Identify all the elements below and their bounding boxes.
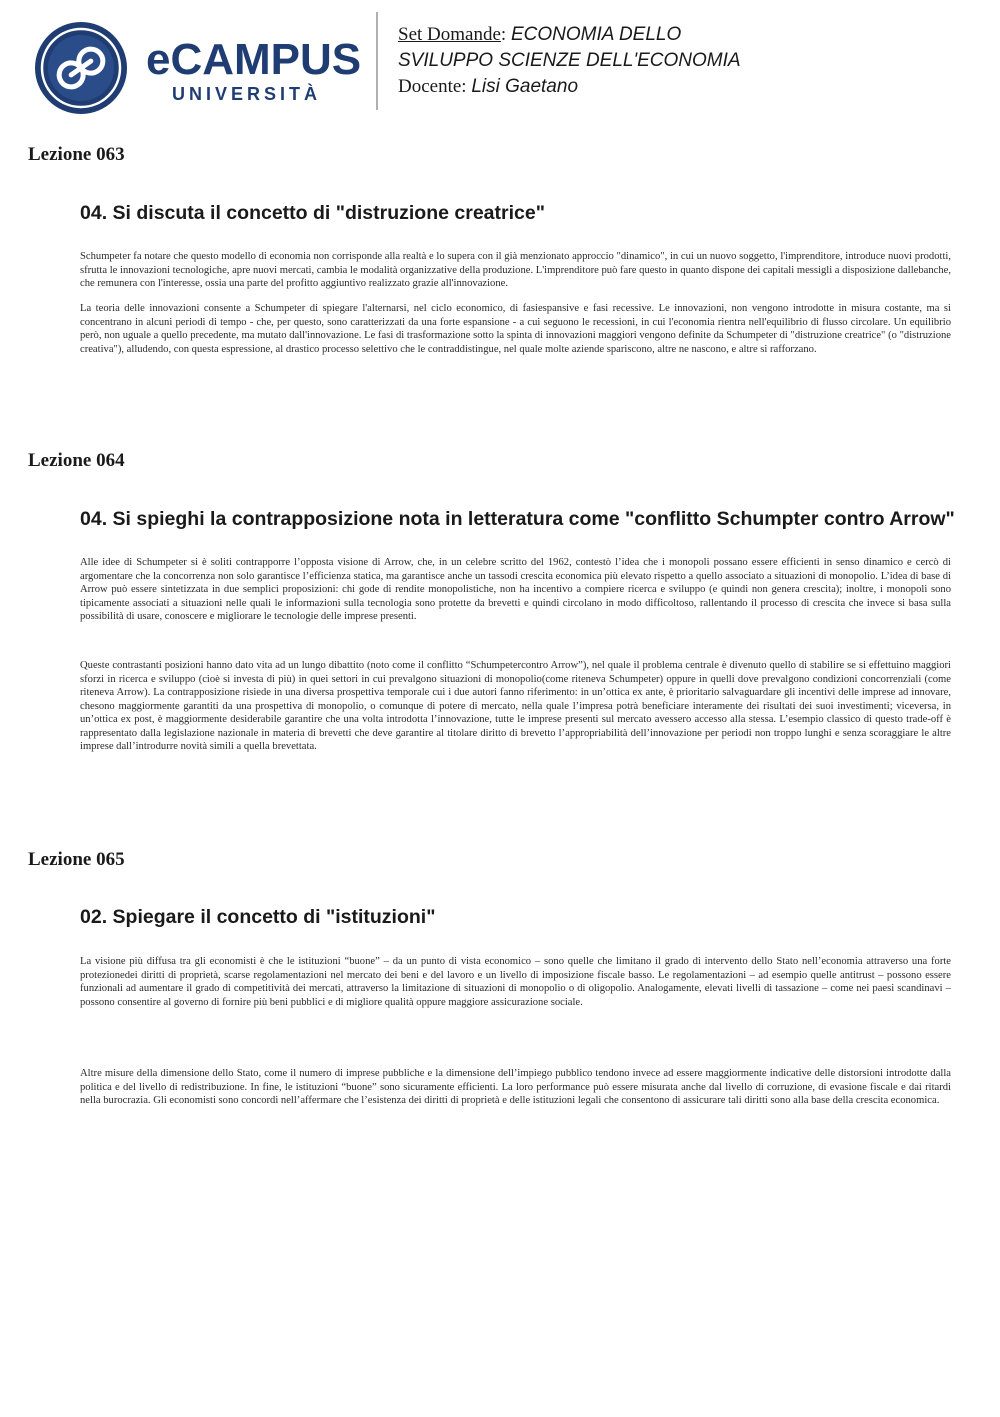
lesson-title: Lezione 064 [28, 450, 125, 471]
brand-logo [146, 35, 362, 105]
set-separator: : [500, 24, 511, 45]
question-title: 02. Spiegare il concetto di "istituzioni" [80, 906, 436, 928]
answer-paragraph: Altre misure della dimensione dello Stato, come il numero di imprese pubbliche e la dimensione dell’impiego pubblico tendono invece ad essere maggiormente indicative delle distorsioni introdotte dalla politica e del livello di redistribuzione. In fine, le istituzioni “buone” sono sicuramente efficienti. La loro performance può essere misurata anche dal livello di corruzione, di evasione fiscale e dai ritardi nella burocrazia. Gli economisti sono concordi nell’affermare che l’esistenza dei diritti di proprietà e delle istituzioni legali che consentono di assicurare tali diritti sono alla base della crescita economica. [80, 1068, 951, 1106]
docente-label: Docente: [398, 76, 472, 97]
course-title-1: ECONOMIA DELLO [510, 24, 682, 45]
question-title: 04. Si spieghi la contrapposizione nota in letteratura come "conflitto Schumpter contro Arrow" [80, 508, 955, 530]
answer-paragraph: Queste contrastanti posizioni hanno dato vita ad un lungo dibattito (noto come il conflitto “Schumpetercontro Arrow”), nel quale il problema centrale è divenuto quello di stabilire se si effettuino maggiori sforzi in ricerca e sviluppo (cioè si investa di più) in quei settori in cui prevalgono situazioni di monopolio(come riteneva Schumpeter) oppure in quelli dove prevalgono condizioni concorrenziali (come riteneva Arrow). La contrapposizione risiede in una diversa prospettiva temporale cui i due autori fanno riferimento: in un’ottica ex ante, è prioritario salvaguardare gli incentivi delle imprese ad innovare, chesono maggiormente garantiti da una prospettiva di monopolio, o comunque di potere di mercato, nella quale l’impresa potrà beneficiare interamente dei risultati dei suoi investimenti; viceversa, in un’ottica ex post, è maggiormente desiderabile garantire che una volta introdotta l’innovazione, tutte le imprese presenti sul mercato avessero accesso alla stessa. L’esempio classico di questo trade-off è rappresentato dalla legislazione nazionale in materia di brevetti che deve garantire al titolare diritto di brevetto l’appropriabilità dell’innovazione per periodi non troppo lunghi e senza scoraggiare le altre imprese dall’introdurre novità simili a quella brevettata. [80, 660, 951, 752]
header-divider [376, 12, 378, 110]
question-title: 04. Si discuta il concetto di "distruzione creatrice" [80, 202, 545, 224]
course-info [398, 22, 741, 100]
answer-paragraph: Schumpeter fa notare che questo modello di economia non corrisponde alla realtà e lo supera con il già menzionato approccio "dinamico", in cui un nuovo soggetto, l'imprenditore, introduce nuovi prodotti, sfrutta le innovazioni tecnologiche, apre nuovi mercati, cambia le modalità organizzative della produzione. L'imprenditore può fare questo in quanto dispone dei capitali messigli a disposizione dallebanche, che remunera con l'interesse, ossia una parte del profitto aggiuntivo realizzato grazie all'innovazione. [80, 251, 951, 289]
lesson-title: Lezione 065 [28, 849, 125, 870]
ecampus-emblem-icon [33, 20, 129, 116]
logo-wordmark: eCAMPUS [146, 35, 362, 84]
set-label: Set Domande [398, 24, 501, 45]
answer-paragraph: La teoria delle innovazioni consente a Schumpeter di spiegare l'alternarsi, nel ciclo economico, di fasiespansive e fasi recessive. Le innovazioni, non vengono introdotte in misura costante, ma si concentrano in alcuni periodi di tempo - che, per questo, sono caratterizzati da una forte espansione - a cui seguono le recessioni, in cui l'economia rientra nell'equilibrio di flusso circolare. Un equilibrio però, non uguale a quello precedente, ma mutato dall'innovazione. Le fasi di trasformazione sotto la spinta di innovazioni maggiori vengono definite da Schumpeter di "distruzione creatrice" (o "distruzione creativa"), alludendo, con questa espressione, al drastico processo selettivo che le contraddistingue, nel quale molte aziende spariscono, altre ne nascono, e altre si rafforzano. [80, 303, 951, 355]
answer-paragraph: Alle idee di Schumpeter si è soliti contrapporre l’opposta visione di Arrow, che, in un celebre scritto del 1962, contestò l’idea che i monopoli possano essere efficienti in senso dinamico e cercò di argomentare che la concorrenza non solo garantisce l’efficienza statica, ma garantisce anche un tassodi crescita economica più elevato rispetto a quello associato a situazioni di monopolio. L’idea di base di Arrow può essere sintetizzata in due semplici proposizioni: chi gode di rendite monopolistiche, non ha incentivo a compiere ricerca e sviluppo (e quindi non genera crescita); inoltre, i monopoli sono tipicamente associati a situazioni nelle quali le informazioni sulla tecnologia sono protette da brevetti e quindi circolano in modo difficoltoso, rallentando il processo di crescita che invece si basa sulla possibilità di usare, conoscere e migliorare le tecnologie delle imprese presenti. [80, 557, 951, 622]
course-title-2: SVILUPPO SCIENZE DELL'ECONOMIA [398, 50, 741, 71]
course-line-1 [398, 22, 741, 48]
docente-name: Lisi Gaetano [471, 76, 579, 97]
answer-paragraph: La visione più diffusa tra gli economisti è che le istituzioni “buone” – da un punto di vista economico – sono quelle che limitano il grado di intervento dello Stato nell’economia attraverso una forte protezionedei diritti di proprietà, scarse regolamentazioni nel mercato dei beni e del lavoro e un livello di imposizione fiscale basso. Le regolamentazioni – ad esempio quelle antitrust – possono essere funzionali ad aumentare il grado di competitività dei mercati, attraverso la limitazione di situazioni di monopolio o di oligopolio. Analogamente, elevati livelli di tassazione – come nei paesi scandinavi – possono consentire al governo di fornire più beni pubblici e di migliore qualità oppure maggiore assicurazione sociale. [80, 956, 951, 1008]
page-header [0, 0, 1000, 120]
lesson-title: Lezione 063 [28, 144, 125, 165]
logo-subtitle: UNIVERSITÀ [172, 84, 322, 104]
teacher-line [398, 74, 741, 100]
